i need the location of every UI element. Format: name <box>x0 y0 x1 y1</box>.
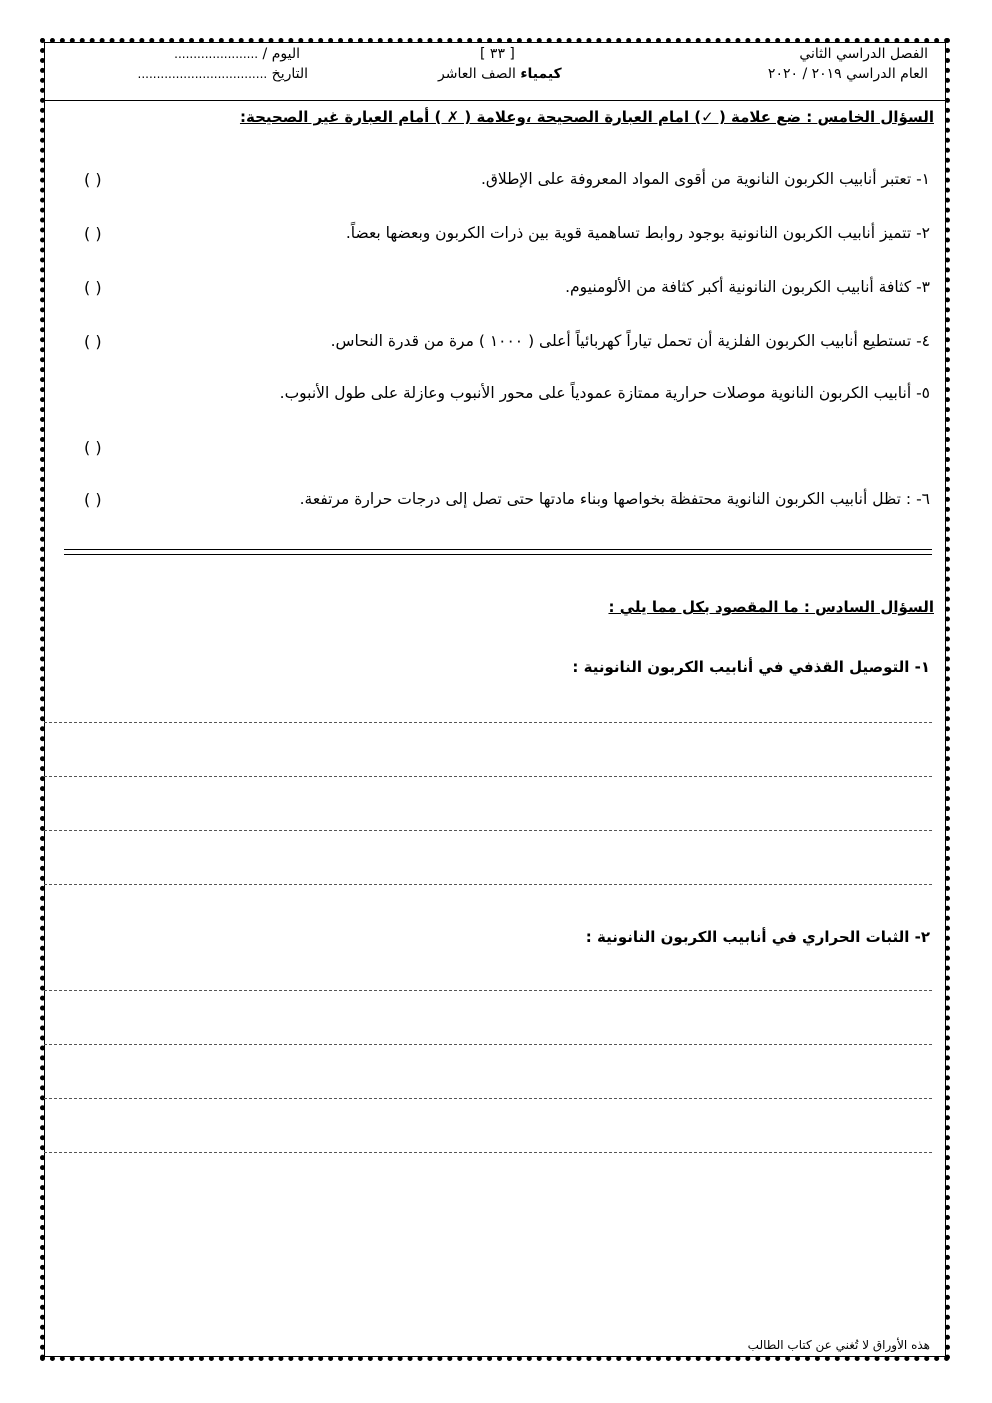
answer-line[interactable] <box>44 990 932 991</box>
academic-year-label: العام الدراسي ٢٠١٩ / ٢٠٢٠ <box>767 66 928 82</box>
q5-item-3: ٣- كثافة أنابيب الكربون النانونية أكبر كثافة من الألومنيوم. <box>565 278 930 296</box>
date-field <box>52 66 308 82</box>
day-field <box>150 46 300 62</box>
grade-label: الصف العاشر <box>438 66 516 82</box>
subject-label: كيمياء <box>520 66 562 82</box>
date-label: التاريخ <box>271 66 308 82</box>
question5-title <box>240 108 934 126</box>
question5-label: السؤال الخامس <box>817 108 934 126</box>
question6-title <box>608 598 934 616</box>
q5-item-5: ٥- أنابيب الكربون النانوية موصلات حرارية ممتازة عمودياً على محور الأنبوب وعازلة على طول الأنبوب. <box>279 384 930 402</box>
date-dots: .................................. <box>137 67 268 81</box>
answer-line[interactable] <box>44 830 932 831</box>
question6-label: السؤال السادس <box>815 598 934 616</box>
question5-instruction: : ضع علامة ( ✓) امام العبارة الصحيحة ،وعلامة ( ✗ ) أمام العبارة غير الصحيحة: <box>239 108 818 126</box>
header-divider <box>44 100 946 101</box>
q5-item-4: ٤- تستطيع أنابيب الكربون الفلزية أن تحمل تياراً كهربائياً أعلى ( ١٠٠٠ ) مرة من قدرة النحاس. <box>330 332 930 350</box>
q5-answer-5[interactable]: ( ) <box>84 438 102 457</box>
answer-line[interactable] <box>44 1098 932 1099</box>
subject-grade <box>438 66 562 82</box>
day-dots: ...................... <box>174 47 259 61</box>
q5-answer-2[interactable]: ( ) <box>84 224 102 243</box>
question6-instruction: : ما المقصود بكل مما يلي : <box>608 598 816 616</box>
answer-line[interactable] <box>44 884 932 885</box>
day-label: اليوم / <box>262 46 300 62</box>
q5-answer-1[interactable]: ( ) <box>84 170 102 189</box>
section-divider <box>64 549 932 555</box>
answer-line[interactable] <box>44 1044 932 1045</box>
q5-item-2: ٢- تتميز أنابيب الكربون النانونية بوجود روابط تساهمية قوية بين ذرات الكربون وبعضها بعضاً. <box>345 224 930 242</box>
q6-part-1: ١- التوصيل القذفي في أنابيب الكربون النانونية : <box>572 658 930 676</box>
q5-item-6: ٦- : تظل أنابيب الكربون النانوية محتفظة بخواصها وبناء مادتها حتى تصل إلى درجات حرارة مرتفعة. <box>299 490 930 508</box>
q5-answer-3[interactable]: ( ) <box>84 278 102 297</box>
footer-note: هذه الأوراق لا تُغني عن كتاب الطالب <box>747 1338 930 1352</box>
q6-part-2: ٢- الثبات الحراري في أنابيب الكربون النانونية : <box>585 928 930 946</box>
q5-answer-6[interactable]: ( ) <box>84 490 102 509</box>
page-number: [ ٣٣ ] <box>480 46 515 62</box>
q5-item-1: ١- تعتبر أنابيب الكربون النانوية من أقوى المواد المعروفة على الإطلاق. <box>480 170 930 188</box>
answer-line[interactable] <box>44 776 932 777</box>
answer-line[interactable] <box>44 1152 932 1153</box>
q5-answer-4[interactable]: ( ) <box>84 332 102 351</box>
answer-line[interactable] <box>44 722 932 723</box>
semester-label: الفصل الدراسي الثاني <box>799 46 928 62</box>
